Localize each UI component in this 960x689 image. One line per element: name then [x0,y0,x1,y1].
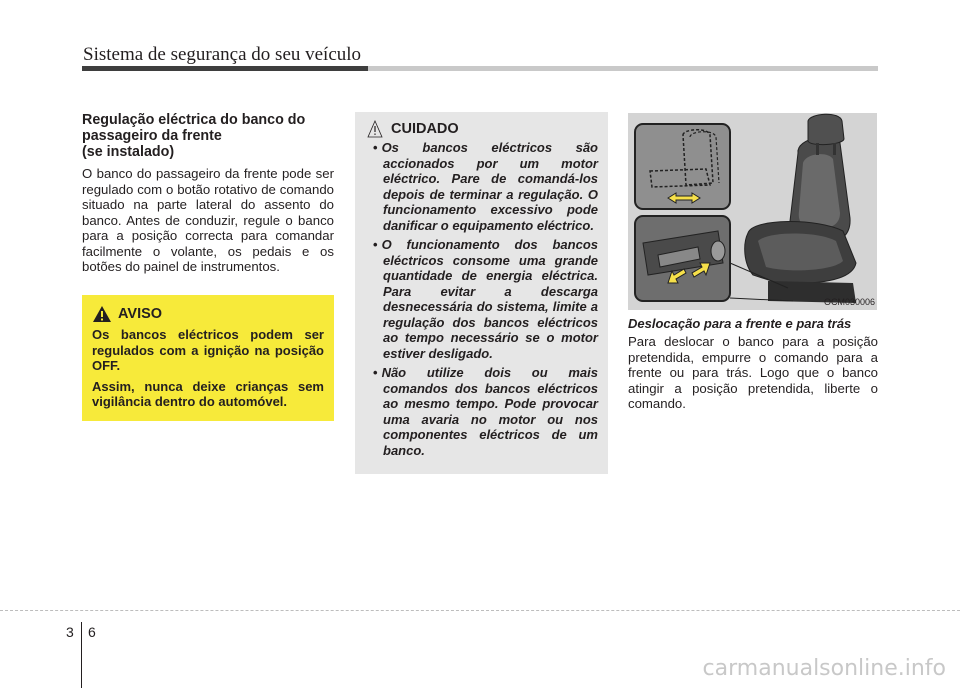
seat-figure [628,113,877,310]
figure-code: OCM030006 [823,297,875,307]
warning-title: AVISO [118,306,163,322]
caution-list [367,140,598,458]
caution-item: • O funcionamento dos bancos eléctricos consome uma grande quantidade de energia eléctrica. Para evitar a descarga desnecessária do sistema, limite a regulação dos bancos eléctricos ao tempo necessário se o motor estiver desligado. [373,237,598,361]
subheading: Deslocação para a frente e para trás [628,316,852,331]
seat-illustration [628,113,877,310]
warning-text: Os bancos eléctricos podem ser regulados com a ignição na posição OFF. [92,327,324,373]
header-rule-accent [82,66,368,71]
caution-title-row [367,120,598,138]
section-heading-line: passageiro da frente [82,128,222,144]
warning-triangle-icon [92,305,112,323]
section-body: O banco do passageiro da frente pode ser regulado com o botão rotativo de comando situado na parte lateral do assento do banco. Antes de conduzir, regule o banco para a posição correcta para comandar facilmente o volante, os pedais e os botões do painel de instrumentos. [82,166,334,274]
left-column [82,112,334,275]
chapter-number: 3 [66,624,74,640]
warning-text: Assim, nunca deixe crianças sem vigilância dentro do automóvel. [92,378,324,409]
warning-title-row [92,305,324,323]
right-body: Para deslocar o banco para a posição pretendida, empurre o comando para a frente ou para trás. Logo que o banco atingir a posição pretendida, liberte o comando. [628,334,878,411]
caution-triangle-icon [367,120,383,138]
caution-item: • Não utilize dois ou mais comandos dos bancos eléctricos ao mesmo tempo. Pode provocar uma avaria no motor ou nos componentes eléctricos de um banco. [373,365,598,458]
warning-box [82,295,334,421]
page-number-separator [81,622,82,688]
caution-item: • Os bancos eléctricos são accionados por um motor eléctrico. Pare de comandá-los depois de terminar a regulação. O funcionamento excessivo pode danificar o equipamento eléctrico. [373,140,598,233]
right-column [628,316,878,412]
section-heading-line: (se instalado) [82,144,175,160]
section-heading-line: Regulação eléctrica do banco do [82,112,306,128]
page-number: 6 [88,624,96,640]
footer-rule [0,610,960,611]
caution-box [355,112,608,474]
watermark: carmanualsonline.info [702,656,946,681]
page-header-title: Sistema de segurança do seu veículo [83,44,362,65]
section-heading [82,112,334,160]
caution-title: CUIDADO [391,121,459,137]
